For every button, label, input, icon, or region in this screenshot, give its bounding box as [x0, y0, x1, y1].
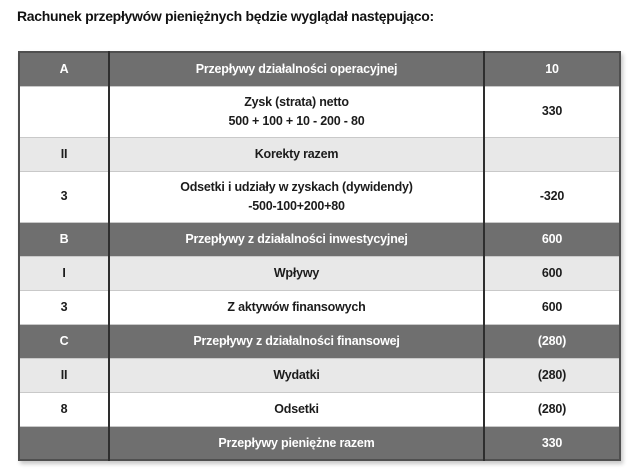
row-value — [484, 137, 620, 171]
row-value: 600 — [484, 222, 620, 256]
table-row — [19, 171, 620, 222]
row-value: (280) — [484, 358, 620, 392]
row-code: B — [19, 222, 109, 256]
row-value: 10 — [484, 52, 620, 86]
row-label: Z aktywów finansowych — [109, 290, 484, 324]
table-row — [19, 358, 620, 392]
row-value: (280) — [484, 392, 620, 426]
row-code: II — [19, 358, 109, 392]
row-label: Odsetki — [109, 392, 484, 426]
row-code — [19, 86, 109, 137]
row-code — [19, 426, 109, 460]
row-label: Korekty razem — [109, 137, 484, 171]
cash-flow-table — [18, 51, 621, 461]
table-row — [19, 86, 620, 137]
row-code: 3 — [19, 171, 109, 222]
row-label: Zysk (strata) netto — [244, 95, 349, 110]
row-label: Przepływy z działalności inwestycyjnej — [109, 222, 484, 256]
table-row-total — [19, 426, 620, 460]
row-value: 330 — [484, 86, 620, 137]
row-value: 600 — [484, 256, 620, 290]
row-code: C — [19, 324, 109, 358]
row-label: Wpływy — [109, 256, 484, 290]
page-title: Rachunek przepływów pieniężnych będzie wyglądał następująco: — [17, 8, 434, 24]
row-formula: -500-100+200+80 — [248, 198, 345, 213]
row-label: Odsetki i udziały w zyskach (dywidendy) — [180, 180, 413, 195]
row-label: Przepływy z działalności finansowej — [109, 324, 484, 358]
row-value: -320 — [484, 171, 620, 222]
table-row-section-c — [19, 324, 620, 358]
table-row — [19, 256, 620, 290]
row-code: II — [19, 137, 109, 171]
row-label-cell — [109, 171, 484, 222]
table-row — [19, 137, 620, 171]
table-row — [19, 392, 620, 426]
row-formula: 500 + 100 + 10 - 200 - 80 — [228, 113, 365, 128]
row-label: Przepływy działalności operacyjnej — [109, 52, 484, 86]
row-code: 3 — [19, 290, 109, 324]
table-row-section-b — [19, 222, 620, 256]
row-code: I — [19, 256, 109, 290]
row-label: Przepływy pieniężne razem — [109, 426, 484, 460]
row-value: (280) — [484, 324, 620, 358]
table-row-section-a — [19, 52, 620, 86]
row-value: 330 — [484, 426, 620, 460]
row-code: A — [19, 52, 109, 86]
row-label: Wydatki — [109, 358, 484, 392]
row-label-cell — [109, 86, 484, 137]
table-row — [19, 290, 620, 324]
row-code: 8 — [19, 392, 109, 426]
row-value: 600 — [484, 290, 620, 324]
